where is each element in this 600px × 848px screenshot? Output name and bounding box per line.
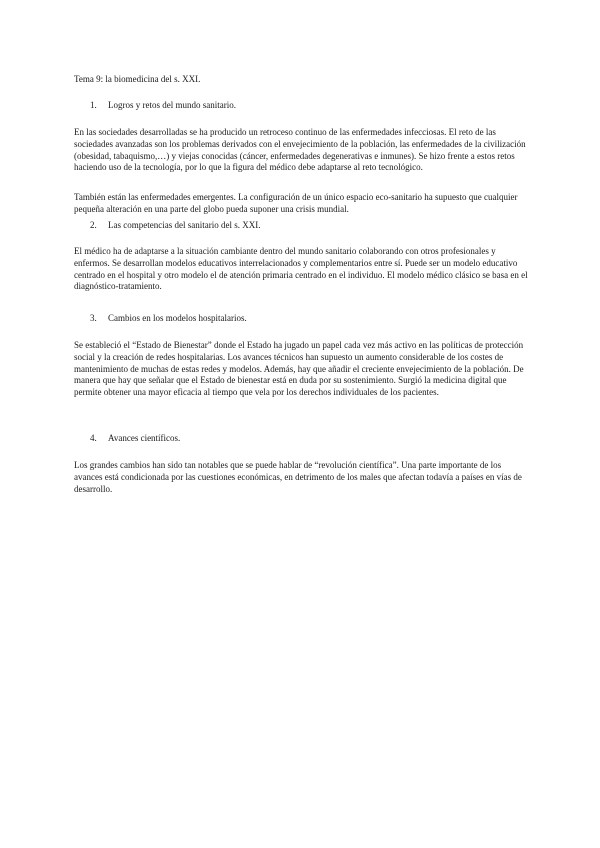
paragraph: Se estableció el “Estado de Bienestar” donde el Estado ha jugado un papel cada vez más activo en las políticas de protección social y la creación de redes hospitalarias. Los avances técnicos han supuesto un aumento considerable de los costes de mantenimiento de muchas de estas redes y modelos. Además, hay que añadir el creciente envejecimiento de la población. De manera que hay que señalar que el Estado de bienestar está en duda por su sostenimiento. Surgió la medicina digital que permite obtener una mayor eficacia al tiempo que vela por los derechos individuales de los pacientes. <box>74 340 524 398</box>
section-heading-4 <box>90 433 530 445</box>
section-heading-text: Las competencias del sanitario del s. XXI. <box>108 220 261 230</box>
section-heading-text: Avances científicos. <box>108 433 181 443</box>
section-number: 4. <box>90 433 97 443</box>
section-heading-text: Logros y retos del mundo sanitario. <box>108 100 236 110</box>
paragraph: También están las enfermedades emergentes. La configuración de un único espacio eco-sanitario ha supuesto que cualquier pequeña alteración en una parte del globo pueda suponer una crisis mundial. <box>74 192 518 214</box>
paragraph: Los grandes cambios han sido tan notables que se puede hablar de “revolución científica”. Una parte importante de los avances está condicionada por las cuestiones económicas, en detrimento de los males que afectan todavía a países en vías de desarrollo. <box>74 460 522 494</box>
section-heading-3 <box>90 313 530 325</box>
section-heading-text: Cambios en los modelos hospitalarios. <box>108 313 247 323</box>
paragraph: El médico ha de adaptarse a la situación cambiante dentro del mundo sanitario colaborando con otros profesionales y enfermos. Se desarrollan modelos educativos interrelacionados y complementarios entre sí. Puede ser un modelo educativo centrado en el hospital y otro modelo el de atención primaria centrado en el individuo. El modelo médico clásico se basa en el diagnóstico-tratamiento. <box>74 246 528 292</box>
section-heading-1 <box>90 100 530 112</box>
section-number: 1. <box>90 100 97 110</box>
section-number: 3. <box>90 313 97 323</box>
section-number: 2. <box>90 220 97 230</box>
section-heading-2 <box>90 220 530 232</box>
paragraph: En las sociedades desarrolladas se ha producido un retroceso continuo de las enfermedades infecciosas. El reto de las sociedades avanzadas son los problemas derivados con el envejecimiento de la población, las enfermedades de la civilización (obesidad, tabaquismo,…) y viejas conocidas (cáncer, enfermedades degenerativas e inmunes). Se hizo frente a estos retos haciendo uso de la tecnología, por lo que la figura del médico debe adaptarse al reto tecnológico. <box>74 127 526 173</box>
topic-title: Tema 9: la biomedicina del s. XXI. <box>74 74 201 84</box>
